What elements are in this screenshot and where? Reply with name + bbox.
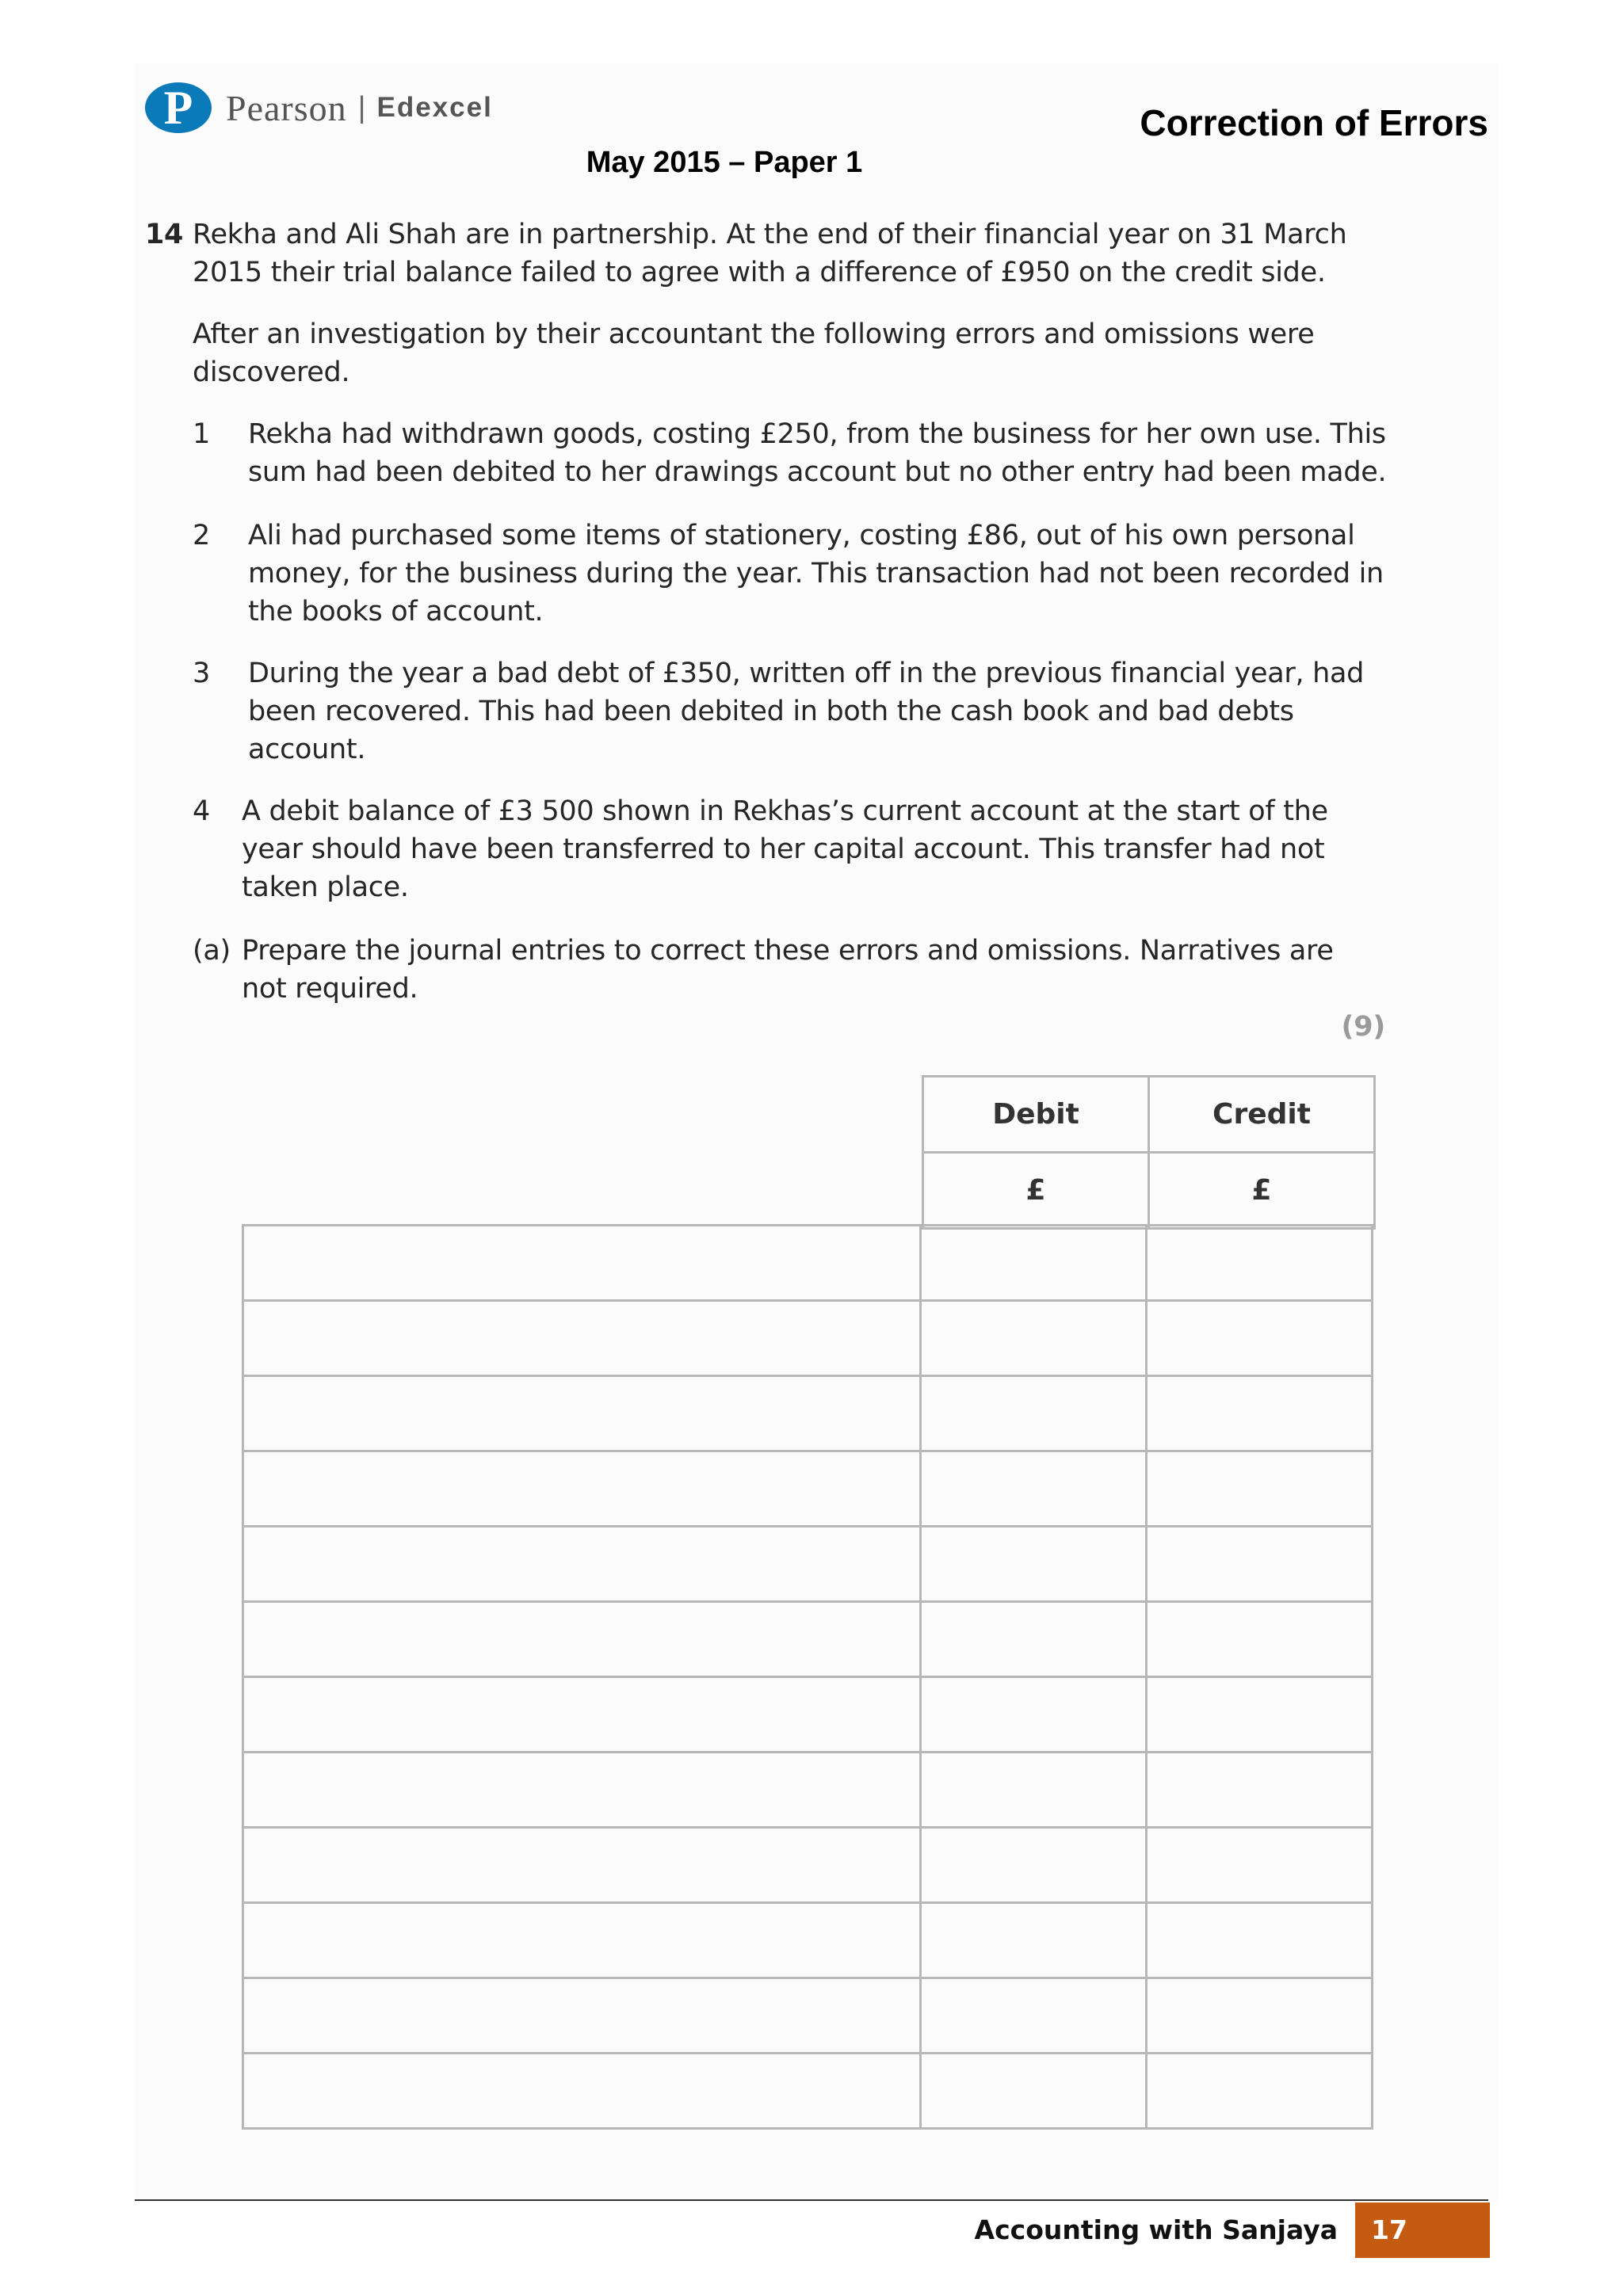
error-text: Ali had purchased some items of stationery, costing £86, out of his own personal money, for the business during the year. This transaction had not been recorded in the books of account. bbox=[248, 520, 1384, 627]
pearson-edexcel-logo bbox=[145, 82, 493, 133]
page-title: Correction of Errors bbox=[1140, 102, 1488, 143]
debit-cell[interactable] bbox=[921, 1978, 1147, 2054]
marks-available: (9) bbox=[1341, 1011, 1385, 1043]
debit-cell[interactable] bbox=[921, 1602, 1147, 1677]
debit-header: Debit bbox=[923, 1077, 1149, 1153]
debit-unit: £ bbox=[923, 1153, 1149, 1229]
logo-brand: Pearson bbox=[226, 87, 347, 128]
credit-cell[interactable] bbox=[1147, 1753, 1373, 1828]
journal-row bbox=[243, 1753, 1373, 1828]
debit-cell[interactable] bbox=[921, 1527, 1147, 1602]
credit-cell[interactable] bbox=[1147, 1978, 1373, 2054]
question-investigation: After an investigation by their accountant the following errors and omissions were discovered. bbox=[193, 318, 1315, 388]
error-text: During the year a bad debt of £350, written off in the previous financial year, had been recovered. This had been debited in both the cash book and bad debts account. bbox=[248, 658, 1365, 765]
credit-cell[interactable] bbox=[1147, 1828, 1373, 1903]
logo-sub-brand: Edexcel bbox=[376, 92, 493, 123]
debit-cell[interactable] bbox=[921, 1226, 1147, 1301]
journal-row bbox=[243, 1226, 1373, 1301]
debit-cell[interactable] bbox=[921, 1376, 1147, 1451]
details-cell[interactable] bbox=[243, 1226, 921, 1301]
details-cell[interactable] bbox=[243, 1677, 921, 1753]
credit-cell[interactable] bbox=[1147, 1301, 1373, 1376]
journal-row bbox=[243, 1978, 1373, 2054]
credit-header: Credit bbox=[1149, 1077, 1375, 1153]
journal-row bbox=[243, 1677, 1373, 1753]
journal-row bbox=[243, 1527, 1373, 1602]
credit-unit: £ bbox=[1149, 1153, 1375, 1229]
details-cell[interactable] bbox=[243, 1602, 921, 1677]
question-intro: Rekha and Ali Shah are in partnership. At the end of their financial year on 31 March 2015 their trial balance failed to agree with a difference of £950 on the credit side. bbox=[193, 219, 1347, 288]
details-cell[interactable] bbox=[243, 1903, 921, 1978]
error-number: 2 bbox=[193, 520, 210, 551]
details-cell[interactable] bbox=[243, 1451, 921, 1527]
credit-cell[interactable] bbox=[1147, 1376, 1373, 1451]
error-number: 1 bbox=[193, 418, 210, 450]
credit-cell[interactable] bbox=[1147, 1602, 1373, 1677]
credit-cell[interactable] bbox=[1147, 1451, 1373, 1527]
error-text: Rekha had withdrawn goods, costing £250, from the business for her own use. This sum had been debited to her drawings account but no other entry had been made. bbox=[248, 418, 1387, 488]
details-cell[interactable] bbox=[243, 1753, 921, 1828]
paper-subtitle: May 2015 – Paper 1 bbox=[586, 146, 863, 179]
footer-divider bbox=[135, 2199, 1488, 2201]
part-a-instruction: Prepare the journal entries to correct these errors and omissions. Narratives are not required. bbox=[242, 935, 1334, 1005]
error-number: 4 bbox=[193, 795, 210, 827]
error-text: A debit balance of £3 500 shown in Rekhas’s current account at the start of the year should have been transferred to her capital account. This transfer had not taken place. bbox=[242, 795, 1328, 903]
credit-cell[interactable] bbox=[1147, 1527, 1373, 1602]
logo-separator: | bbox=[357, 90, 366, 124]
details-cell[interactable] bbox=[243, 2054, 921, 2129]
credit-cell[interactable] bbox=[1147, 1226, 1373, 1301]
journal-row bbox=[243, 1828, 1373, 1903]
pearson-p-icon: P bbox=[145, 82, 212, 133]
journal-entries-table bbox=[242, 1224, 1373, 2130]
footer-attribution: Accounting with Sanjaya bbox=[974, 2214, 1338, 2245]
journal-row bbox=[243, 1451, 1373, 1527]
debit-cell[interactable] bbox=[921, 1677, 1147, 1753]
details-cell[interactable] bbox=[243, 1527, 921, 1602]
page-number-badge: 17 bbox=[1355, 2203, 1490, 2258]
debit-cell[interactable] bbox=[921, 1753, 1147, 1828]
debit-cell[interactable] bbox=[921, 1828, 1147, 1903]
debit-cell[interactable] bbox=[921, 1301, 1147, 1376]
journal-row bbox=[243, 1602, 1373, 1677]
question-number: 14 bbox=[145, 219, 184, 250]
details-cell[interactable] bbox=[243, 1376, 921, 1451]
details-cell[interactable] bbox=[243, 1301, 921, 1376]
error-number: 3 bbox=[193, 658, 210, 689]
journal-row bbox=[243, 1903, 1373, 1978]
journal-row bbox=[243, 1301, 1373, 1376]
part-a-label: (a) bbox=[193, 935, 231, 967]
credit-cell[interactable] bbox=[1147, 1903, 1373, 1978]
journal-header bbox=[922, 1075, 1376, 1230]
details-cell[interactable] bbox=[243, 1978, 921, 2054]
debit-cell[interactable] bbox=[921, 1903, 1147, 1978]
details-cell[interactable] bbox=[243, 1828, 921, 1903]
debit-cell[interactable] bbox=[921, 1451, 1147, 1527]
journal-row bbox=[243, 1376, 1373, 1451]
debit-cell[interactable] bbox=[921, 2054, 1147, 2129]
credit-cell[interactable] bbox=[1147, 2054, 1373, 2129]
credit-cell[interactable] bbox=[1147, 1677, 1373, 1753]
journal-row bbox=[243, 2054, 1373, 2129]
